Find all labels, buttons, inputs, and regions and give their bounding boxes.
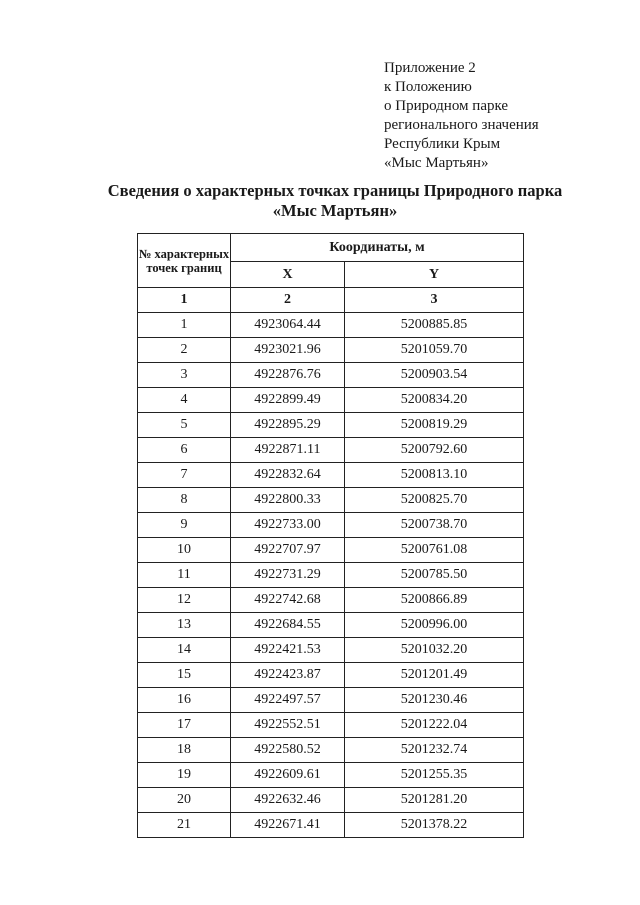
x-coordinate-cell: 4922731.29	[231, 563, 345, 588]
x-coordinate-cell: 4922895.29	[231, 413, 345, 438]
y-coordinate-cell: 5200825.70	[345, 488, 524, 513]
y-coordinate-cell: 5200738.70	[345, 513, 524, 538]
header-y: Y	[345, 262, 524, 288]
x-coordinate-cell: 4922671.41	[231, 813, 345, 838]
y-coordinate-cell: 5200785.50	[345, 563, 524, 588]
x-coordinate-cell: 4922497.57	[231, 688, 345, 713]
y-coordinate-cell: 5200885.85	[345, 313, 524, 338]
appendix-line: регионального значения	[384, 117, 539, 133]
x-coordinate-cell: 4922876.76	[231, 363, 345, 388]
header-x: X	[231, 262, 345, 288]
table-row	[138, 563, 524, 588]
table-row	[138, 663, 524, 688]
table-row	[138, 538, 524, 563]
y-coordinate-cell: 5200761.08	[345, 538, 524, 563]
point-number-cell: 21	[138, 813, 231, 838]
x-coordinate-cell: 4922632.46	[231, 788, 345, 813]
column-index: 1	[138, 288, 231, 313]
header-point-number: № характерных точек границ	[138, 234, 231, 288]
column-index: 3	[345, 288, 524, 313]
point-number-cell: 16	[138, 688, 231, 713]
x-coordinate-cell: 4922733.00	[231, 513, 345, 538]
y-coordinate-cell: 5200819.29	[345, 413, 524, 438]
appendix-line: Приложение 2	[384, 60, 476, 76]
x-coordinate-cell: 4922552.51	[231, 713, 345, 738]
point-number-cell: 3	[138, 363, 231, 388]
table-row	[138, 613, 524, 638]
x-coordinate-cell: 4922609.61	[231, 763, 345, 788]
point-number-cell: 18	[138, 738, 231, 763]
point-number-cell: 14	[138, 638, 231, 663]
coordinates-table	[137, 233, 524, 838]
document-title	[60, 181, 610, 221]
table-row	[138, 688, 524, 713]
x-coordinate-cell: 4922684.55	[231, 613, 345, 638]
table-row	[138, 738, 524, 763]
x-coordinate-cell: 4922580.52	[231, 738, 345, 763]
table-row	[138, 413, 524, 438]
x-coordinate-cell: 4923021.96	[231, 338, 345, 363]
point-number-cell: 8	[138, 488, 231, 513]
title-line-2: «Мыс Мартьян»	[272, 201, 398, 220]
point-number-cell: 19	[138, 763, 231, 788]
table-row	[138, 788, 524, 813]
y-coordinate-cell: 5201032.20	[345, 638, 524, 663]
table-row	[138, 513, 524, 538]
y-coordinate-cell: 5200813.10	[345, 463, 524, 488]
x-coordinate-cell: 4923064.44	[231, 313, 345, 338]
y-coordinate-cell: 5201059.70	[345, 338, 524, 363]
point-number-cell: 9	[138, 513, 231, 538]
y-coordinate-cell: 5201378.22	[345, 813, 524, 838]
table-row	[138, 588, 524, 613]
table-row	[138, 713, 524, 738]
x-coordinate-cell: 4922421.53	[231, 638, 345, 663]
x-coordinate-cell: 4922742.68	[231, 588, 345, 613]
point-number-cell: 6	[138, 438, 231, 463]
y-coordinate-cell: 5200866.89	[345, 588, 524, 613]
title-line-1: Сведения о характерных точках границы Природного парка	[107, 181, 563, 200]
point-number-cell: 15	[138, 663, 231, 688]
table-row	[138, 813, 524, 838]
y-coordinate-cell: 5200996.00	[345, 613, 524, 638]
table-row	[138, 313, 524, 338]
column-index-row	[138, 288, 524, 313]
x-coordinate-cell: 4922707.97	[231, 538, 345, 563]
x-coordinate-cell: 4922899.49	[231, 388, 345, 413]
point-number-cell: 13	[138, 613, 231, 638]
x-coordinate-cell: 4922832.64	[231, 463, 345, 488]
table-row	[138, 763, 524, 788]
x-coordinate-cell: 4922423.87	[231, 663, 345, 688]
y-coordinate-cell: 5201201.49	[345, 663, 524, 688]
point-number-cell: 2	[138, 338, 231, 363]
point-number-cell: 20	[138, 788, 231, 813]
y-coordinate-cell: 5201232.74	[345, 738, 524, 763]
y-coordinate-cell: 5201222.04	[345, 713, 524, 738]
y-coordinate-cell: 5201255.35	[345, 763, 524, 788]
x-coordinate-cell: 4922871.11	[231, 438, 345, 463]
y-coordinate-cell: 5200792.60	[345, 438, 524, 463]
header-coordinates: Координаты, м	[231, 234, 524, 262]
appendix-line: «Мыс Мартьян»	[384, 155, 489, 171]
table-row	[138, 463, 524, 488]
table-row	[138, 638, 524, 663]
point-number-cell: 11	[138, 563, 231, 588]
point-number-cell: 4	[138, 388, 231, 413]
appendix-line: к Положению	[384, 79, 472, 95]
point-number-cell: 17	[138, 713, 231, 738]
y-coordinate-cell: 5201230.46	[345, 688, 524, 713]
table-row	[138, 438, 524, 463]
table-row	[138, 338, 524, 363]
table-row	[138, 363, 524, 388]
point-number-cell: 7	[138, 463, 231, 488]
y-coordinate-cell: 5200903.54	[345, 363, 524, 388]
table-row	[138, 388, 524, 413]
appendix-line: о Природном парке	[384, 98, 509, 114]
y-coordinate-cell: 5201281.20	[345, 788, 524, 813]
point-number-cell: 10	[138, 538, 231, 563]
column-index: 2	[231, 288, 345, 313]
x-coordinate-cell: 4922800.33	[231, 488, 345, 513]
point-number-cell: 12	[138, 588, 231, 613]
point-number-cell: 1	[138, 313, 231, 338]
appendix-line: Республики Крым	[384, 136, 501, 152]
y-coordinate-cell: 5200834.20	[345, 388, 524, 413]
appendix-note	[384, 59, 624, 173]
table-body	[138, 313, 524, 838]
table-row	[138, 488, 524, 513]
point-number-cell: 5	[138, 413, 231, 438]
